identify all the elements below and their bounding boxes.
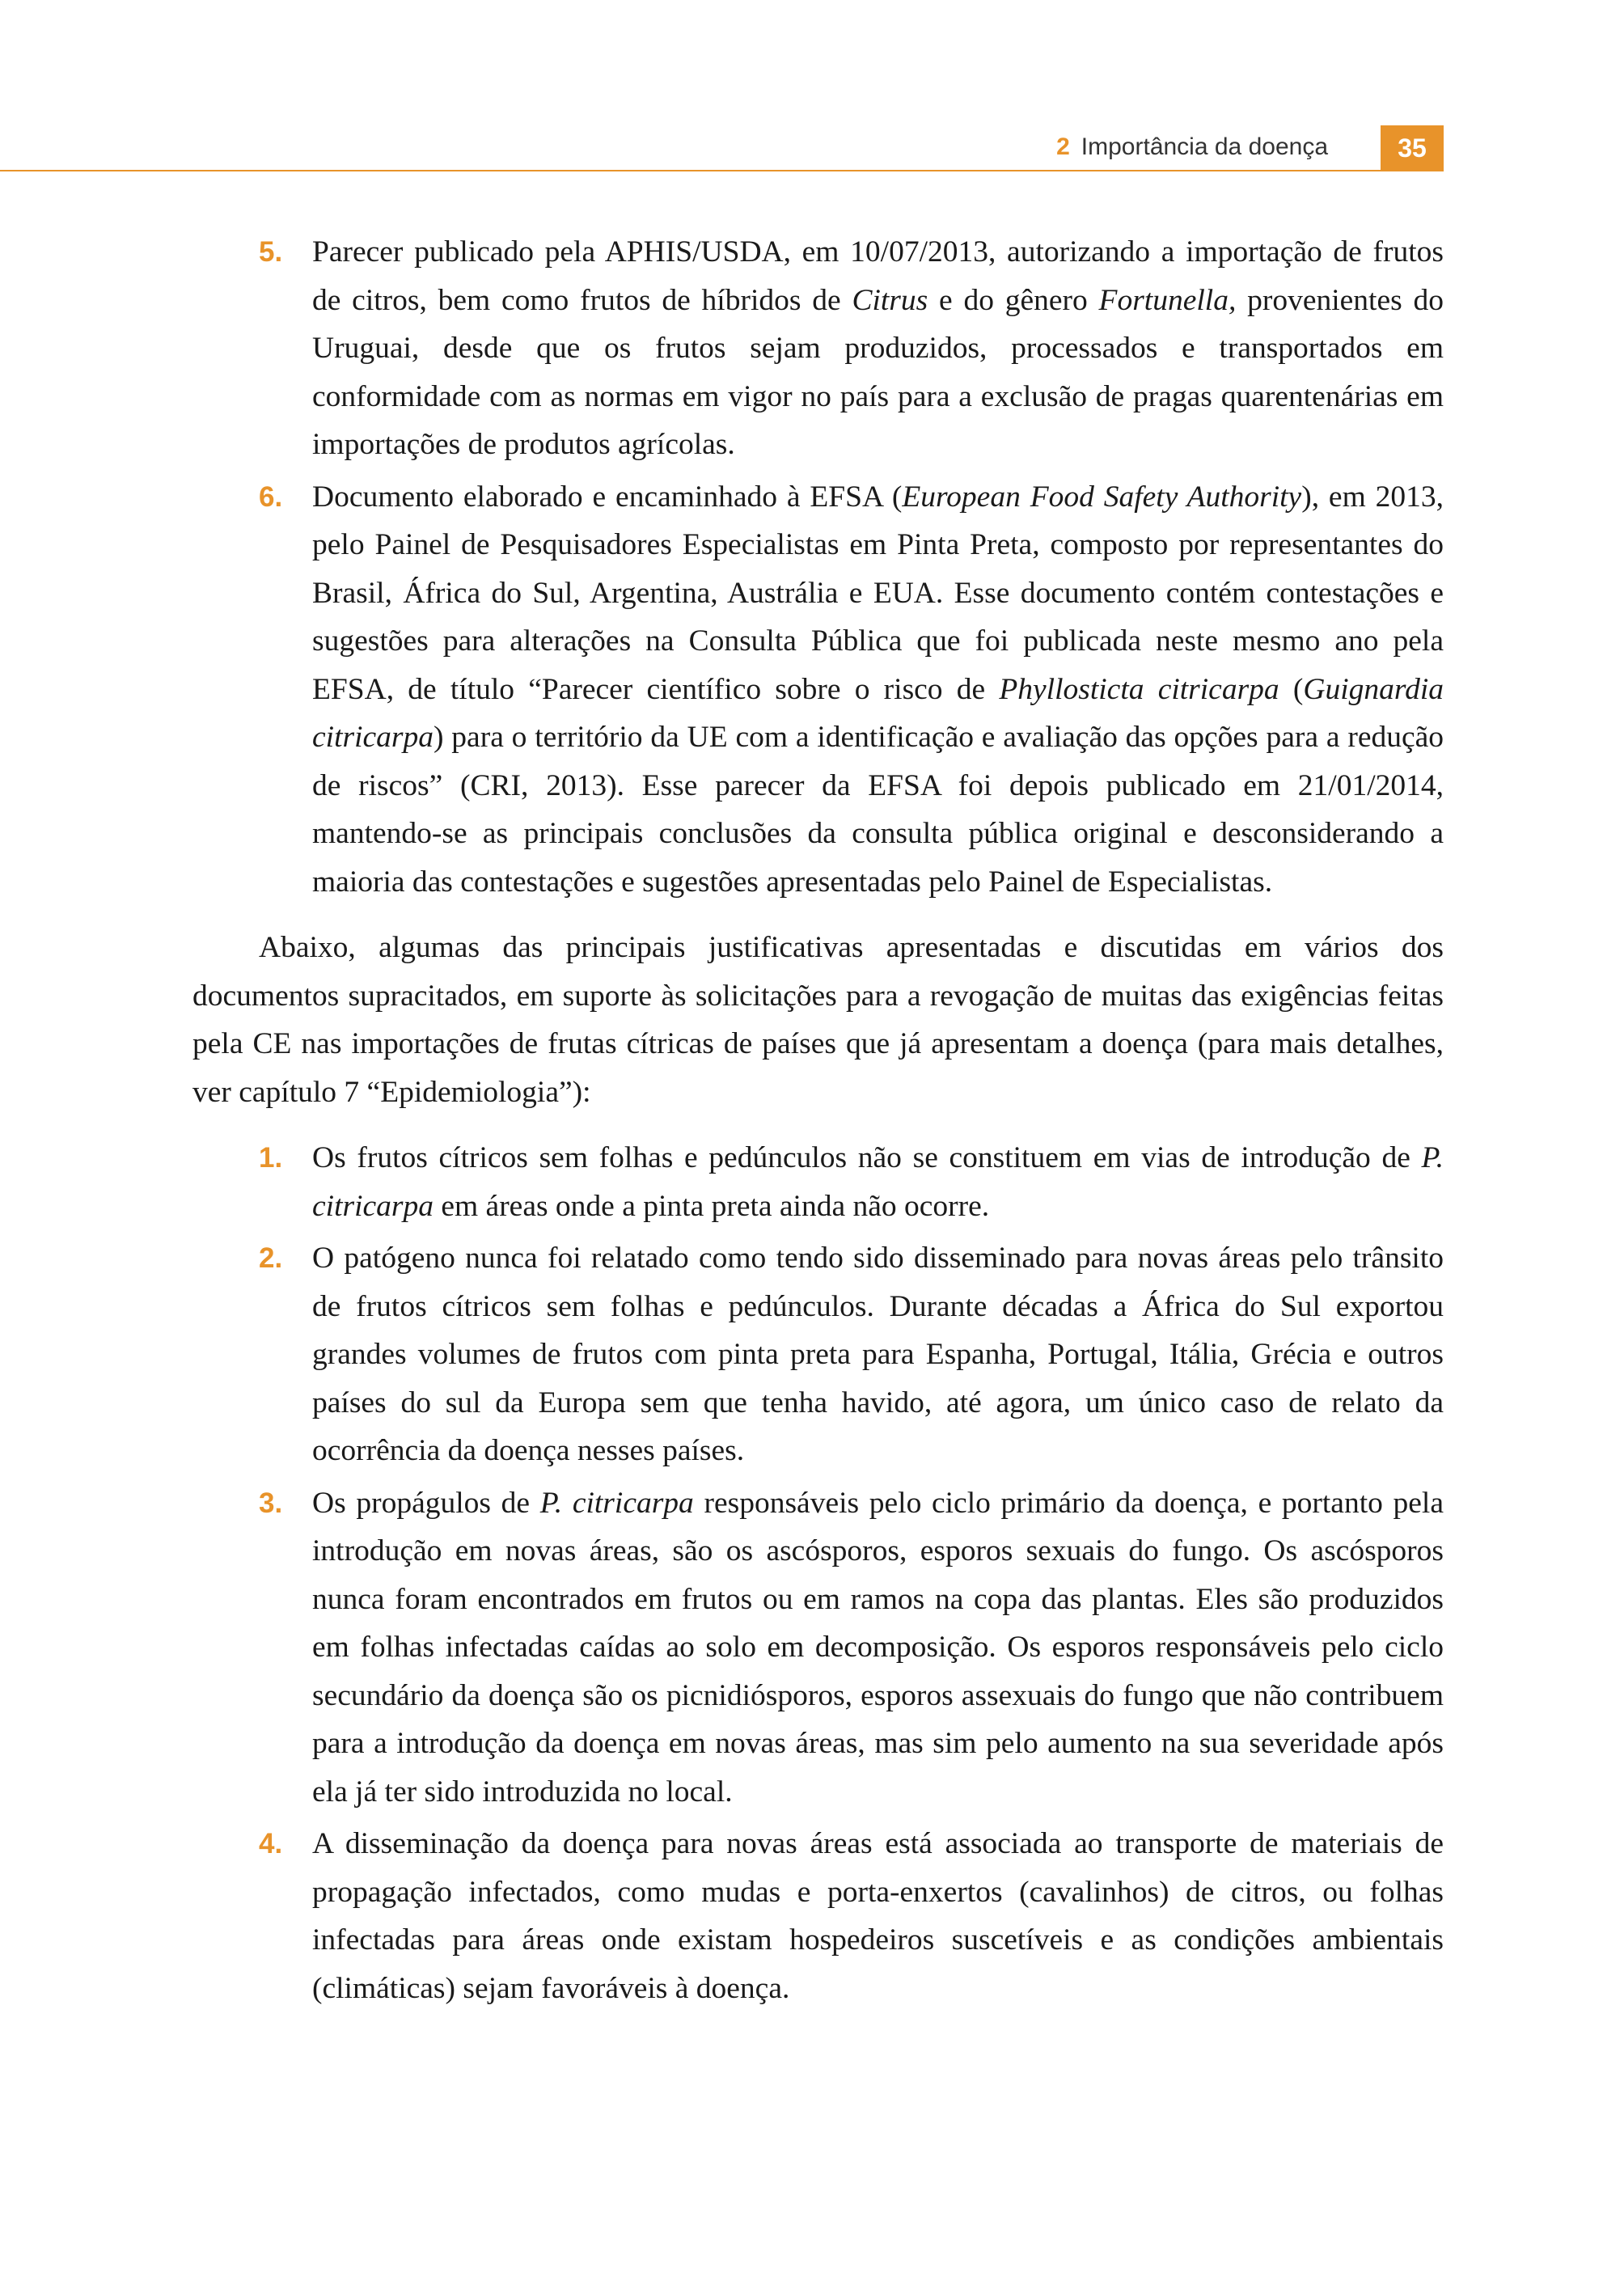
list-item <box>192 1479 1444 1817</box>
list-item-text: Parecer publicado pela APHIS/USDA, em 10/07/2013, autorizando a importação de frutos de citros, bem como frutos de híbridos de Citrus e do gênero Fortunella, provenientes do Uruguai, desde que os frutos sejam produzidos, processados e transportados em conformidade com as normas em vigor no país para a exclusão de pragas quarentenárias em importações de produtos agrícolas. <box>312 235 1444 461</box>
header-rule <box>0 170 1444 171</box>
list-item-text: A disseminação da doença para novas áreas está associada ao transporte de materiais de propagação infectados, como mudas e porta-enxertos (cavalinhos) de citros, ou folhas infectadas para áreas onde existam hospedeiros suscetíveis e as condições ambientais (climáticas) sejam favoráveis à doença. <box>312 1827 1444 2005</box>
running-header <box>0 125 1444 171</box>
chapter-heading <box>1056 133 1328 161</box>
list-item-text: O patógeno nunca foi relatado como tendo sido disseminado para novas áreas pelo trânsito de frutos cítricos sem folhas e pedúnculos. Durante décadas a África do Sul exportou grandes volumes de frutos com pinta preta para Espanha, Portugal, Itália, Grécia e outros países do sul da Europa sem que tenha havido, até agora, um único caso de relato da ocorrência da doença nesses países. <box>312 1242 1444 1467</box>
list-item-text: Documento elaborado e encaminhado à EFSA (European Food Safety Authority), em 2013, pelo Painel de Pesquisadores Especialistas em Pinta Preta, composto por representantes do Brasil, África do Sul, Argentina, Austrália e EUA. Esse documento contém contestações e sugestões para alterações na Consulta Pública que foi publicada neste mesmo ano pela EFSA, de título “Parecer científico sobre o risco de Phyllosticta citricarpa (Guignardia citricarpa) para o território da UE com a identificação e avaliação das opções para a redução de riscos” (CRI, 2013). Esse parecer da EFSA foi depois publicado em 21/01/2014, mantendo-se as principais conclusões da consulta pública original e desconsiderando a maioria das contestações e sugestões apresentadas pelo Painel de Especialistas. <box>312 480 1444 899</box>
list-item <box>192 1134 1444 1230</box>
list-item-number: 4. <box>259 1828 283 1859</box>
numbered-list-first <box>192 228 1444 906</box>
list-item <box>192 228 1444 469</box>
list-item-number: 6. <box>259 480 283 513</box>
list-item <box>192 473 1444 907</box>
chapter-title: Importância da doença <box>1081 133 1328 160</box>
list-item-number: 2. <box>259 1242 283 1274</box>
list-item-number: 3. <box>259 1487 283 1519</box>
chapter-number: 2 <box>1056 133 1070 160</box>
body-content <box>192 228 1444 2012</box>
list-item-number: 5. <box>259 236 283 268</box>
list-item-text: Os propágulos de P. citricarpa responsáveis pelo ciclo primário da doença, e portanto pela introdução em novas áreas, são os ascósporos, esporos sexuais do fungo. Os ascósporos nunca foram encontrados em frutos ou em ramos na copa das plantas. Eles são produzidos em folhas infectadas caídas ao solo em decomposição. Os esporos responsáveis pelo ciclo secundário da doença são os picnidiósporos, esporos assexuais do fungo que não contribuem para a introdução da doença em novas áreas, mas sim pelo aumento na sua severidade após ela já ter sido introduzida no local. <box>312 1486 1444 1809</box>
list-item <box>192 1820 1444 2012</box>
list-item-number: 1. <box>259 1142 283 1174</box>
numbered-list-second <box>192 1134 1444 2012</box>
list-item-text: Os frutos cítricos sem folhas e pedúnculos não se constituem em vias de introdução de P. citricarpa em áreas onde a pinta preta ainda não ocorre. <box>312 1141 1444 1223</box>
page-number: 35 <box>1381 125 1444 171</box>
body-paragraph: Abaixo, algumas das principais justificativas apresentadas e discutidas em vários dos documentos supracitados, em suporte às solicitações para a revogação de muitas das exigências feitas pela CE nas importações de frutas cítricas de países que já apresentam a doença (para mais detalhes, ver capítulo 7 “Epidemiologia”): <box>192 931 1444 1109</box>
list-item <box>192 1234 1444 1475</box>
